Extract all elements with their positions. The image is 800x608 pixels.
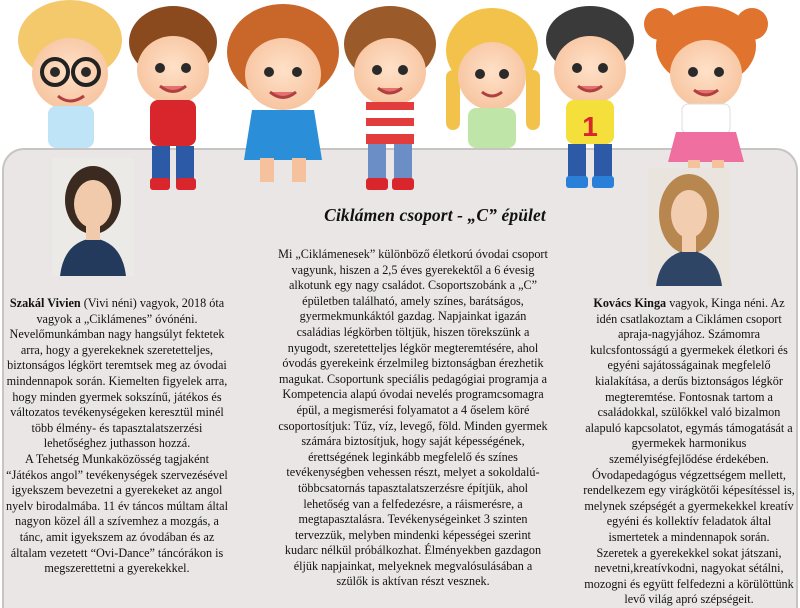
kid-yellow-shirt-illustration xyxy=(546,6,634,188)
page-title: Ciklámen csoport - „C” épület xyxy=(324,205,546,225)
left-teacher-text xyxy=(6,296,228,577)
kid-pink-skirt-illustration xyxy=(644,6,768,182)
left-second-paragraph: A Tehetség Munkaközösség tagjaként “Játékos angol” tevékenységek szervezésével igyekszem bevezetni a gyerekeket az angol nyelv birodalmába. 11 év táncos múltam által nagyon közel áll a szívemhez a mozgás, a tánc, amit igyekszem az óvodában és az általam vezetett “Ovi-Dance” táncórákon is megszerettetni a gyerekekkel. xyxy=(6,451,228,576)
kid-glasses-illustration xyxy=(18,0,122,148)
right-teacher-name: Kovács Kinga xyxy=(593,296,667,310)
right-second-paragraph: Óvodapedagógus végzettségem mellett, rendelkezem egy virágkötői képesítéssel is, melynek szépségét a gyermekekkel kreatív egyéni és kollektív feladatok által ismertetek a mindennapok során. xyxy=(583,467,795,544)
right-intro-text: vagyok, Kinga néni. Az idén csatlakoztam a Ciklámen csoport apraja-nagyjához. Számomra kulcsfontosságú a gyermekek életkori és egyéni sajátosságainak megfelelő kialakítása, a derűs biztonságos légkör megteremtése. Fontosnak tartom a családokkal, szülőkkel való bizalmon alapuló kapcsolatot, egymás támogatását a gyermekek harmonikus személyiségfejlődése érdekében. xyxy=(585,296,793,466)
right-intro-paragraph xyxy=(582,296,796,468)
teacher-portrait-left xyxy=(52,158,134,276)
right-teacher-text xyxy=(582,296,796,608)
kid-braids-illustration xyxy=(446,8,540,148)
right-third-paragraph: Szeretek a gyerekekkel sokat játszani, nevetni,kreatívkodni, nagyokat sétálni, mozogni és együtt felfedezni a körülöttünk levő világ apró szépségeit. xyxy=(584,545,794,607)
group-description-text: Mi „Ciklámenesek” különböző életkorú óvodai csoport vagyunk, hiszen a 2,5 éves gyerekektől a 6 évesig alkotunk egy nagy családot. Csoportszobánk a „C” épületben található, amely színes, barátságos, gyermekmunkáktól gazdag. Napjainkat igazán családias légkörben töltjük, hiszen törekszünk a nyugodt, szeretetteljes légkör megteremtésére, ahol óvodás gyerekeink érzelmileg biztonságban érezhetik magukat. Csoportunk speciális pedagógiai programja a Kompetencia alapú óvodai nevelés programcsomagra épül, a megismerési folyamatot a 4 őselem köré csoportosítjuk: Tűz, víz, levegő, föld. Minden gyermek számára biztosítjuk, hogy saját képességének, érettségének leginkább megfelelő és színes tevékenységben vehessen részt, melyet a sokoldalú-többcsatornás tapasztalatszerzésre építjük, ahol lehetőség van a felfedezésre, a ráismerésre, a megtapasztalásra. Tevékenységeinket 3 szinten tervezzük, melyben mindenki képességei szerint kudarc nélkül próbálkozhat. Élményekben gazdagon éljük napjainkat, melyeknek megvalósulásában a szülők is aktívan részt vesznek. xyxy=(278,247,548,589)
teacher-portrait-right xyxy=(648,168,730,286)
left-intro-text: (Vivi néni) vagyok, 2018 óta vagyok a „Ciklámenes” óvónéni. Nevelőmunkámban nagy hangsúlyt fektetek arra, hogy a gyerekeknek szeretetteljes, biztonságos légkört teremtsek meg az óvodai mindennapok során. Kiemelten figyelek arra, hogy minden gyermek sokszínű, játékos és változatos tevékenységeken keresztül minél több élmény- és tapasztalatszerzési lehetőséghez juthasson hozzá. xyxy=(6,296,228,451)
left-teacher-name: Szakál Vivien xyxy=(9,296,81,310)
kid-red-shirt-illustration xyxy=(129,6,217,190)
left-intro-paragraph xyxy=(6,296,228,452)
kid-blue-dress-illustration xyxy=(227,4,339,182)
group-description xyxy=(278,247,548,590)
svg-text:1: 1 xyxy=(582,111,598,142)
kid-striped-shirt-illustration xyxy=(344,6,436,190)
